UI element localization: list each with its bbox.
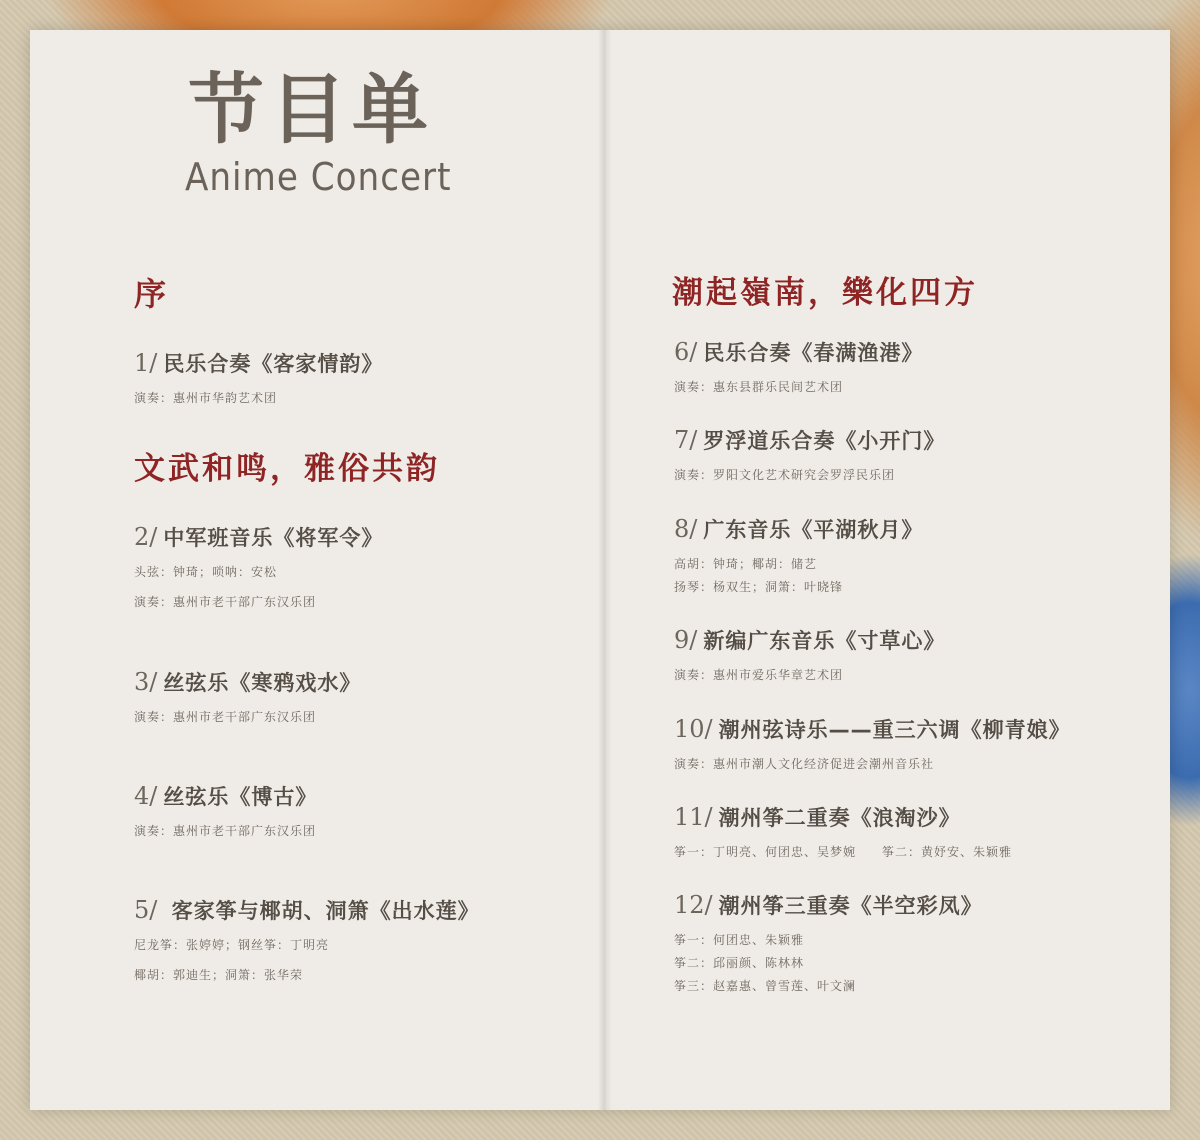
program-name: 潮州筝二重奏《浪淘沙》	[718, 806, 961, 830]
program-performer: 筝一：何团忠、朱颖雅	[674, 933, 805, 947]
program-booklet	[30, 30, 1170, 1110]
program-performer: 演奏：惠州市潮人文化经济促进会潮州音乐社	[674, 757, 935, 771]
program-number: 4/	[134, 782, 158, 810]
program-name: 丝弦乐《寒鸦戏水》	[163, 671, 362, 695]
program-number: 6/	[674, 338, 698, 366]
program-number: 3/	[134, 668, 158, 696]
program-number: 9/	[674, 626, 698, 654]
program-title	[674, 717, 1071, 741]
program-performer: 演奏：罗阳文化艺术研究会罗浮民乐团	[674, 468, 896, 482]
page-title: 节目单	[188, 65, 434, 154]
program-number: 2/	[134, 523, 158, 551]
program-item-11	[674, 805, 1012, 858]
program-performer: 演奏：惠州市爱乐华章艺术团	[674, 668, 844, 682]
section-heading-wenwu: 文武和鸣，雅俗共韵	[134, 451, 440, 487]
program-item-10	[674, 717, 1071, 770]
program-performer: 筝一：丁明亮、何团忠、吴梦婉 筝二：黄妤安、朱颖雅	[674, 845, 1013, 859]
page-subtitle: Anime Concert	[185, 155, 452, 199]
program-performer: 演奏：惠州市华韵艺术团	[134, 391, 278, 405]
program-performer: 筝二：邱丽颜、陈林林	[674, 956, 805, 970]
program-number: 1/	[134, 349, 158, 377]
program-number: 10/	[674, 715, 713, 743]
program-title	[674, 628, 945, 652]
program-title	[674, 428, 945, 452]
program-title	[134, 670, 361, 694]
program-performer: 头弦：钟琦；唢呐：安松	[134, 565, 278, 579]
program-performer: 演奏：惠州市老干部广东汉乐团	[134, 710, 317, 724]
program-item-1	[134, 351, 383, 404]
program-performer: 椰胡：郭迪生；洞箫：张华荣	[134, 968, 304, 982]
program-performer: 扬琴：杨双生；洞箫：叶晓锋	[674, 580, 844, 594]
program-number: 12/	[674, 891, 713, 919]
program-performer: 尼龙筝：张婷婷；钢丝筝：丁明亮	[134, 938, 330, 952]
program-item-7	[674, 428, 945, 481]
program-title	[674, 893, 983, 917]
program-item-6	[674, 340, 923, 393]
program-item-8	[674, 517, 923, 593]
program-name: 民乐合奏《春满渔港》	[703, 341, 924, 365]
program-name: 丝弦乐《博古》	[163, 785, 318, 809]
program-title	[674, 517, 923, 541]
program-name: 广东音乐《平湖秋月》	[703, 518, 924, 542]
program-title	[674, 805, 1012, 829]
book-spine	[598, 30, 612, 1110]
program-performer: 筝三：赵嘉惠、曾雪莲、叶文澜	[674, 979, 857, 993]
program-number: 5/	[134, 896, 158, 924]
program-name: 中军班音乐《将军令》	[163, 526, 384, 550]
program-title	[134, 351, 383, 375]
program-name: 新编广东音乐《寸草心》	[703, 629, 946, 653]
program-title	[134, 898, 480, 922]
program-name: 罗浮道乐合奏《小开门》	[703, 429, 946, 453]
program-item-4	[134, 784, 317, 837]
program-performer: 演奏：惠州市老干部广东汉乐团	[134, 824, 317, 838]
section-heading-prelude: 序	[134, 275, 170, 313]
program-item-3	[134, 670, 361, 723]
program-item-5	[134, 898, 480, 981]
program-name: 潮州筝三重奏《半空彩凤》	[718, 894, 983, 918]
program-name: 潮州弦诗乐——重三六调《柳青娘》	[718, 718, 1071, 742]
program-title	[134, 784, 317, 808]
program-performer: 高胡：钟琦；椰胡：储艺	[674, 557, 818, 571]
program-name: 客家筝与椰胡、洞箫《出水莲》	[163, 899, 480, 923]
program-number: 11/	[674, 803, 713, 831]
program-title	[674, 340, 923, 364]
program-name: 民乐合奏《客家情韵》	[163, 352, 384, 376]
program-number: 8/	[674, 515, 698, 543]
program-item-9	[674, 628, 945, 681]
section-heading-chaoqi: 潮起嶺南，樂化四方	[672, 275, 978, 311]
program-performer: 演奏：惠州市老干部广东汉乐团	[134, 595, 317, 609]
program-item-2	[134, 525, 383, 608]
program-number: 7/	[674, 426, 698, 454]
program-title	[134, 525, 383, 549]
program-performer: 演奏：惠东县群乐民间艺术团	[674, 380, 844, 394]
program-item-12	[674, 893, 983, 992]
